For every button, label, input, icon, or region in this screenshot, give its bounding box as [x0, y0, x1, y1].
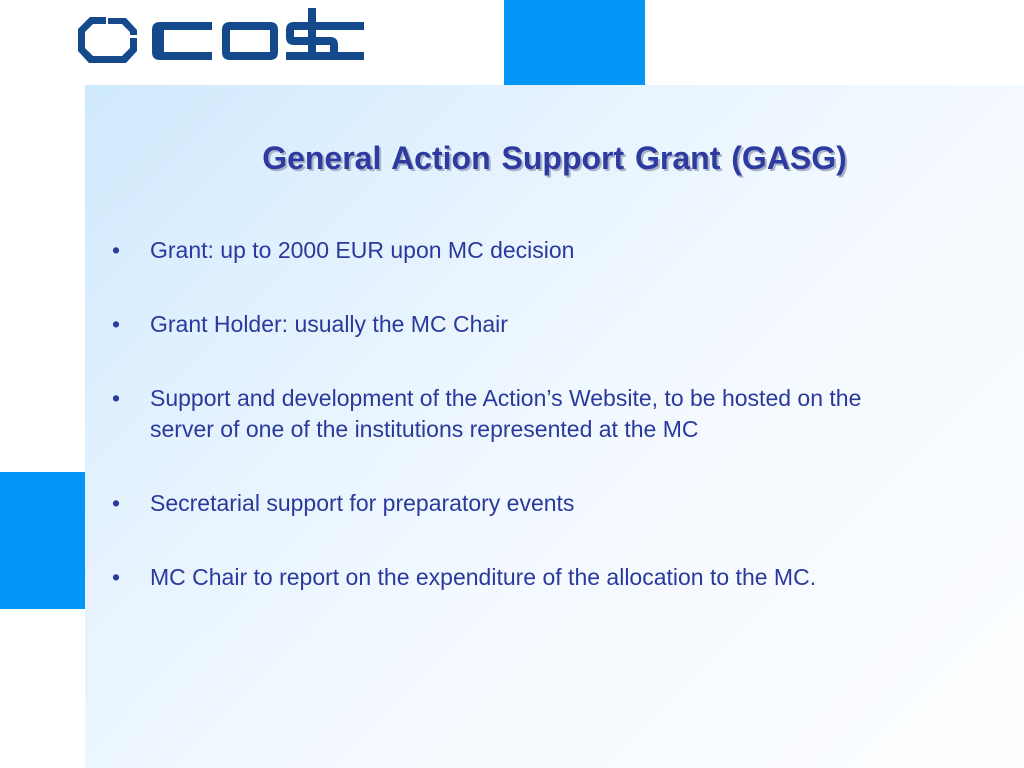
cost-logo [72, 8, 368, 74]
bullet-text: Support and development of the Action’s Website, to be hosted on the server of one of the institutions represented at the MC [150, 385, 862, 442]
list-item [110, 309, 910, 340]
bullet-icon: • [112, 490, 121, 516]
bullet-icon: • [112, 311, 121, 337]
bullet-icon: • [112, 385, 121, 411]
list-item [110, 488, 910, 519]
bullet-text: Grant: up to 2000 EUR upon MC decision [150, 237, 575, 263]
cost-logo-icon [72, 8, 368, 74]
slide-title: General Action Support Grant (GASG) [262, 140, 847, 176]
list-item [110, 562, 910, 593]
bullet-text: Grant Holder: usually the MC Chair [150, 311, 508, 337]
bullet-text: MC Chair to report on the expenditure of the allocation to the MC. [150, 564, 817, 590]
bullet-icon: • [112, 564, 121, 590]
list-item [110, 383, 910, 445]
decorative-blue-square-top [504, 0, 645, 85]
bullet-list [110, 235, 910, 636]
list-item [110, 235, 910, 266]
bullet-icon: • [112, 237, 121, 263]
decorative-blue-square-left [0, 472, 85, 609]
bullet-text: Secretarial support for preparatory events [150, 490, 575, 516]
